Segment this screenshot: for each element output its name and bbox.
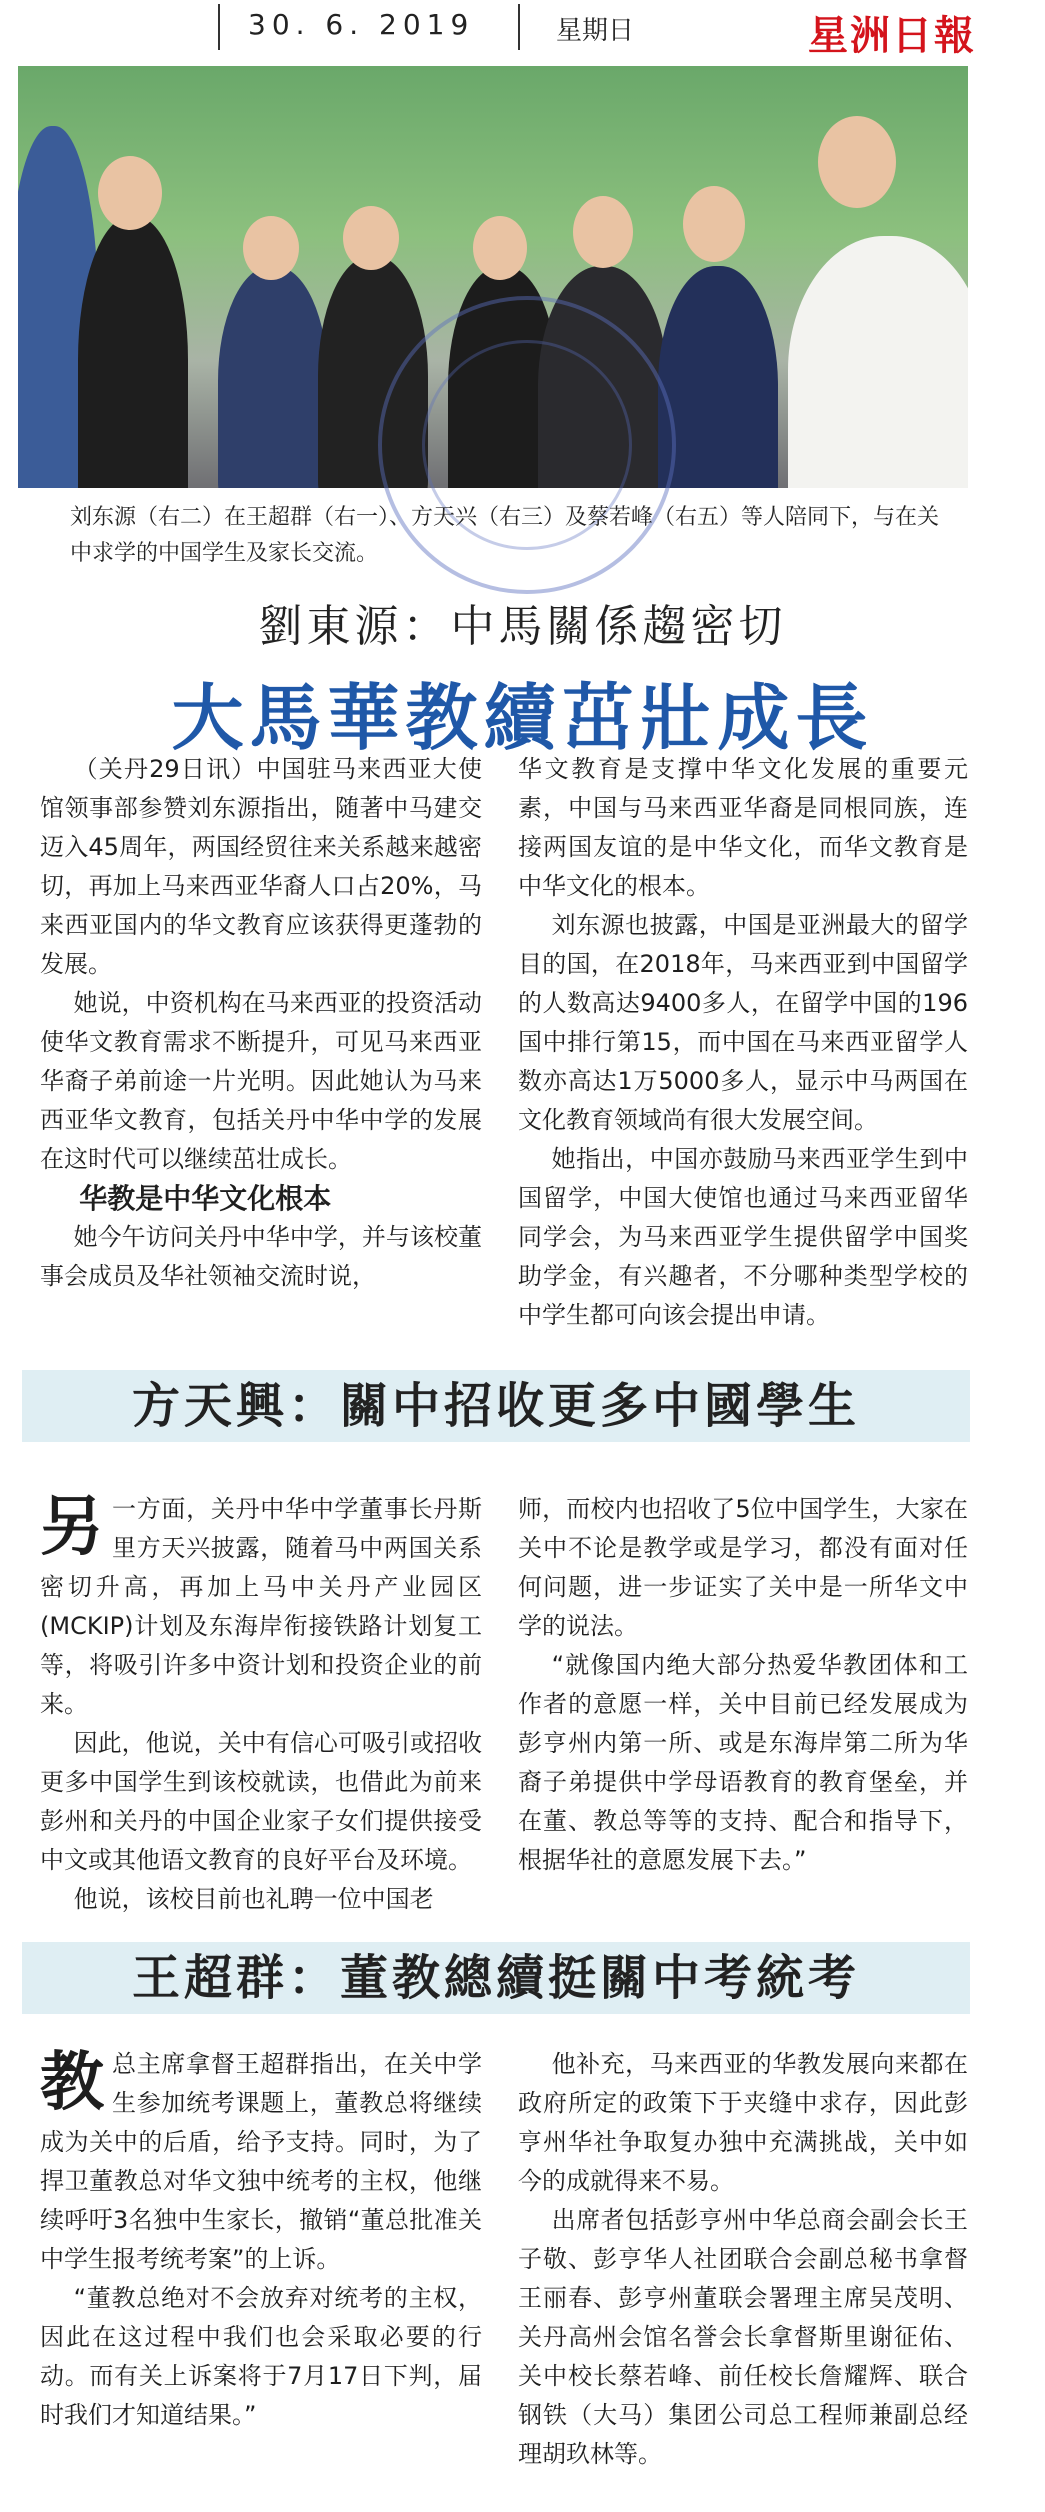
section3-right-column [518,2045,968,2474]
drop-cap: 教 [40,2046,104,2120]
paragraph: 因此，他说，关中有信心可吸引或招收更多中国学生到该校就读，也借此为前来彭州和关丹的中国企业家子女们提供接受中文或其他语文教育的良好平台及环境。 [40,1729,482,1874]
paragraph [40,2045,482,2279]
drop-cap: 另 [40,1491,104,1565]
section2-left-column [40,1490,482,1919]
masthead-divider [518,4,520,50]
person-head [473,216,527,280]
paragraph: “就像国内绝大部分热爱华教团体和工作者的意愿一样，关中目前已经发展成为彭亨州内第一所、或是东海岸第二所为华裔子弟提供中学母语教育的教育堡垒，并在董、教总等等的支持、配合和指导下，根据华社的意愿发展下去。” [518,1651,968,1874]
section2-right-column [518,1490,968,1880]
weekday: 星期日 [556,16,635,46]
person-head [818,116,896,208]
person-head [98,156,162,230]
photo-caption: 刘东源（右二）在王超群（右一）、方天兴（右三）及蔡若峰（右五）等人陪同下，与在关中求学的中国学生及家长交流。 [70,505,940,566]
article-right-column [518,750,968,1335]
section-banner: 王超群：董教總續挺關中考統考 [22,1942,970,2014]
masthead [0,0,1045,62]
publication-date: 30. 6. 2019 [248,8,475,41]
paragraph: 华文教育是支撑中华文化发展的重要元素，中国与马来西亚华裔是同根同族，连接两国友谊的是中华文化，而华文教育是中华文化的根本。 [518,755,968,900]
person-figure [78,216,188,488]
person-head [243,216,299,280]
paragraph: 刘东源也披露，中国是亚洲最大的留学目的国，在2018年，马来西亚到中国留学的人数高达9400多人，在留学中国的196国中排行第15，而中国在马来西亚留学人数亦高达1万5000多人，显示中马两国在文化教育领域尚有很大发展空间。 [518,911,968,1134]
person-figure [788,236,968,488]
paragraph [40,1490,482,1724]
section-banner: 方天興：關中招收更多中國學生 [22,1370,970,1442]
main-headline: 大馬華教續茁壯成長 [171,676,874,760]
newspaper-name: 星洲日報 [808,12,976,59]
person-head [343,206,399,270]
person-figure [658,266,778,488]
article-left-column [40,750,482,1296]
paragraph: 师，而校内也招收了5位中国学生，大家在关中不论是教学或是学习，都没有面对任何问题，进一步证实了关中是一所华文中学的说法。 [518,1495,968,1640]
section-subhead: 华教是中华文化根本 [79,1182,332,1215]
headline-kicker: 劉東源：中馬關係趨密切 [258,601,787,652]
person-head [683,186,745,262]
paragraph-text: 一方面，关丹中华中学董事长丹斯里方天兴披露，随着马中两国关系密切升高，再加上马中关丹产业园区(MCKIP)计划及东海岸衔接铁路计划复工等，将吸引许多中资计划和投资企业的前来。 [40,1495,482,1718]
paragraph: （关丹29日讯）中国驻马来西亚大使馆领事部参赞刘东源指出，随著中马建交迈入45周年，两国经贸往来关系越来越密切，再加上马来西亚华裔人口占20%，马来西亚国内的华文教育应该获得更蓬勃的发展。 [40,755,482,978]
paragraph: 出席者包括彭亨州中华总商会副会长王子敬、彭亨华人社团联合会副总秘书拿督王丽春、彭亨州董联会署理主席吴茂明、关丹高州会馆名誉会长拿督斯里谢征佑、关中校长蔡若峰、前任校长詹耀辉、联合钢铁（大马）集团公司总工程师兼副总经理胡玖林等。 [518,2206,968,2468]
person-figure [218,266,328,488]
person-head [573,196,633,268]
paragraph: 她指出，中国亦鼓励马来西亚学生到中国留学，中国大使馆也通过马来西亚留华同学会，为马来西亚学生提供留学中国奖助学金，有兴趣者，不分哪种类型学校的中学生都可向该会提出申请。 [518,1145,968,1329]
paragraph: “董教总绝对不会放弃对统考的主权，因此在这过程中我们也会采取必要的行动。而有关上诉案将于7月17日下判，届时我们才知道结果。” [40,2284,482,2429]
paragraph: 他补充，马来西亚的华教发展向来都在政府所定的政策下于夹缝中求存，因此彭亨州华社争取复办独中充满挑战，关中如今的成就得来不易。 [518,2050,968,2195]
section3-left-column [40,2045,482,2435]
paragraph: 她说，中资机构在马来西亚的投资活动使华文教育需求不断提升，可见马来西亚华裔子弟前途一片光明。因此她认为马来西亚华文教育，包括关丹中华中学的发展在这时代可以继续茁壮成长。 [40,989,482,1173]
masthead-divider [218,4,220,50]
paragraph-text: 总主席拿督王超群指出，在关中学生参加统考课题上，董教总将继续成为关中的后盾，给予支持。同时，为了捍卫董教总对华文独中统考的主权，他继续呼吁3名独中生家长，撤销“董总批准关中学生报考统考案”的上诉。 [40,2050,482,2273]
paragraph: 她今午访问关丹中华中学，并与该校董事会成员及华社领袖交流时说， [40,1223,482,1290]
paragraph: 他说，该校目前也礼聘一位中国老 [73,1885,434,1913]
